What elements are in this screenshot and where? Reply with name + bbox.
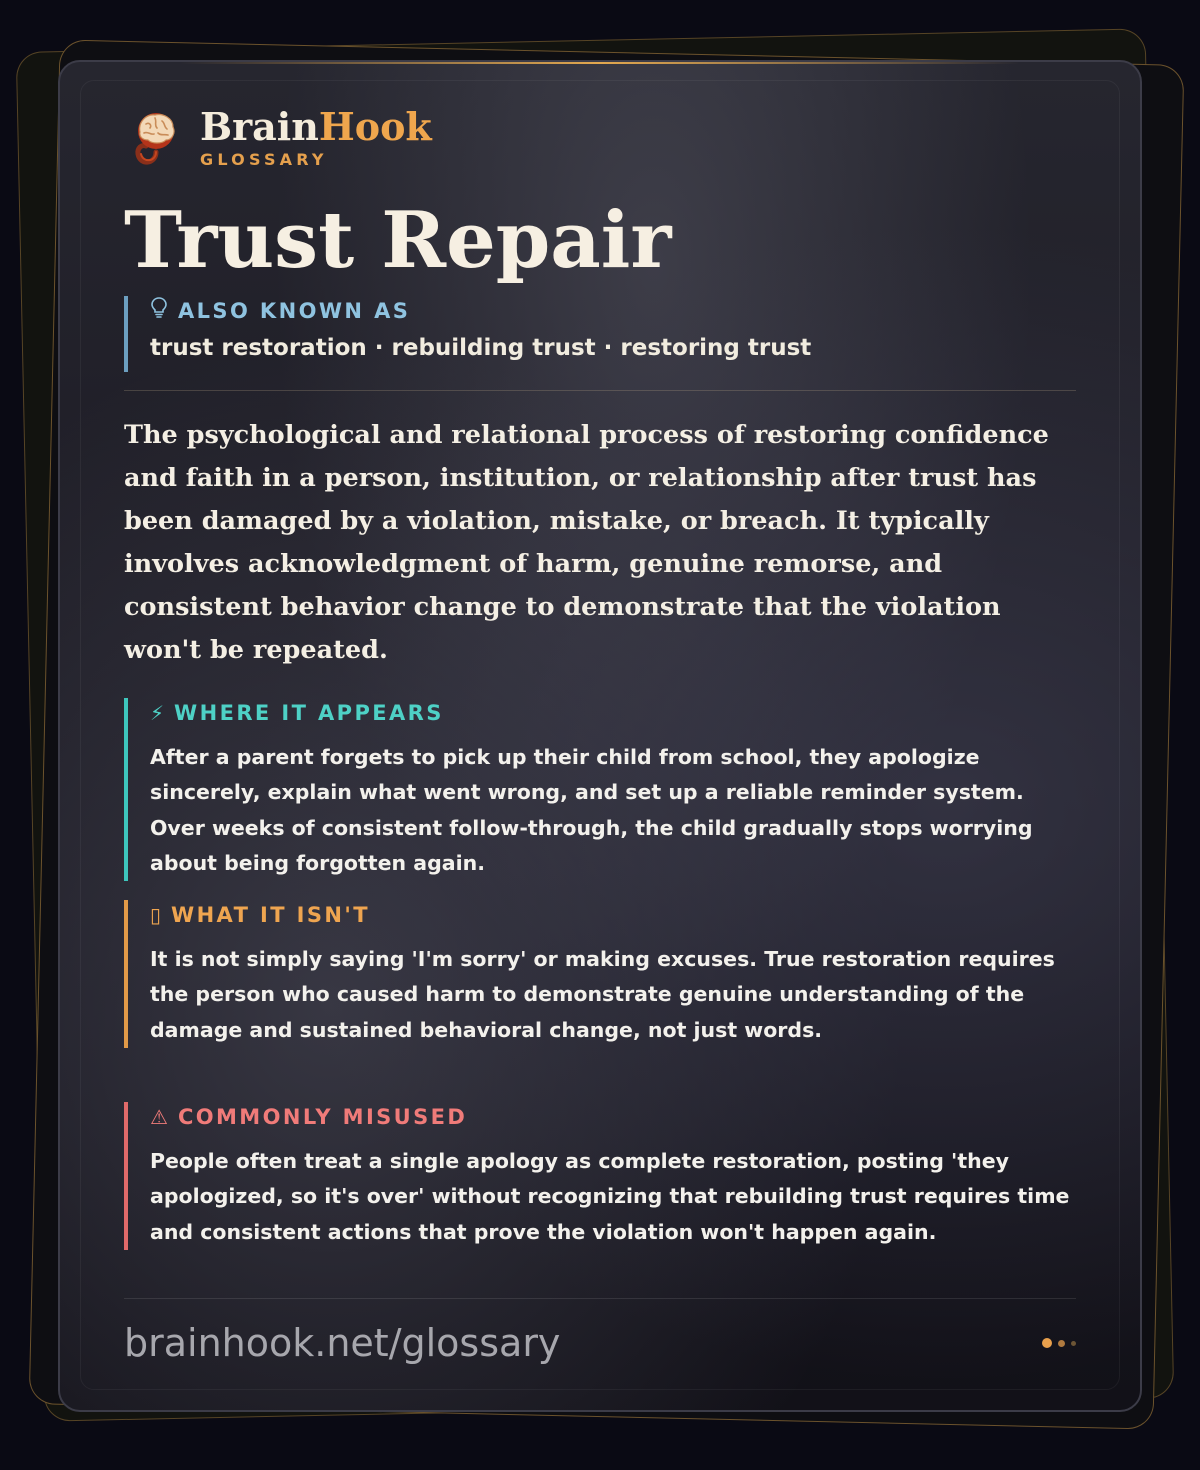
brain-hook-icon <box>126 108 186 168</box>
where-it-appears-section <box>124 698 1084 881</box>
brand-header <box>126 106 432 169</box>
brand-name <box>200 106 432 148</box>
commonly-misused-label: COMMONLY MISUSED <box>177 1105 468 1129</box>
brand-text <box>200 106 432 169</box>
term-definition: The psychological and relational process of restoring confidence and faith in a person, institution, or relationship after trust has been damaged by a violation, mistake, or breach. It typically involves acknowledgment of harm, genuine remorse, and consistent behavior change to demonstrate that the violation won't be repeated. <box>124 420 1049 665</box>
also-known-as-block <box>124 296 1024 372</box>
pagination-dot-active <box>1042 1338 1052 1348</box>
also-known-as-terms: trust restoration · rebuilding trust · restoring trust <box>150 335 812 361</box>
what-it-isnt-label: WHAT IT ISN'T <box>171 903 370 927</box>
commonly-misused-heading <box>150 1102 1084 1132</box>
commonly-misused-body: People often treat a single apology as complete restoration, posting 'they apologized, so it's over' without recognizing that rebuilding trust requires time and consistent actions that prove the violation won't happen again. <box>150 1149 1070 1244</box>
commonly-misused-section <box>124 1102 1084 1250</box>
lightning-icon: ⚡ <box>150 701 165 725</box>
card-top-accent-line <box>180 62 1020 64</box>
also-known-as-heading <box>150 296 1024 326</box>
where-it-appears-label: WHERE IT APPEARS <box>174 701 444 725</box>
brand-name-part2: Hook <box>318 104 432 149</box>
footer-url[interactable]: brainhook.net/glossary <box>124 1321 561 1365</box>
glossary-card <box>58 60 1142 1412</box>
footer-divider <box>124 1298 1076 1299</box>
also-known-as-label: ALSO KNOWN AS <box>178 299 411 323</box>
what-it-isnt-body: It is not simply saying 'I'm sorry' or making excuses. True restoration requires the person who caused harm to demonstrate genuine understanding of the damage and sustained behavioral change, not just words. <box>150 947 1055 1042</box>
where-it-appears-body: After a parent forgets to pick up their child from school, they apologize sincerely, explain what went wrong, and set up a reliable reminder system. Over weeks of consistent follow-through, the child gradually stops worrying about being forgotten again. <box>150 745 1033 875</box>
divider <box>124 390 1076 391</box>
brand-name-part1: Brain <box>200 104 319 149</box>
pagination-dot <box>1071 1341 1076 1346</box>
term-title: Trust Repair <box>124 195 672 286</box>
pagination-dot <box>1058 1340 1065 1347</box>
what-it-isnt-heading <box>150 900 1084 930</box>
warning-icon: ⚠ <box>150 1105 168 1129</box>
where-it-appears-heading <box>150 698 1084 728</box>
what-it-isnt-section <box>124 900 1084 1048</box>
pagination-dots <box>1036 1338 1076 1348</box>
brand-subtitle: GLOSSARY <box>200 150 328 169</box>
not-icon: ▯ <box>150 903 162 927</box>
lightbulb-icon <box>150 296 168 326</box>
